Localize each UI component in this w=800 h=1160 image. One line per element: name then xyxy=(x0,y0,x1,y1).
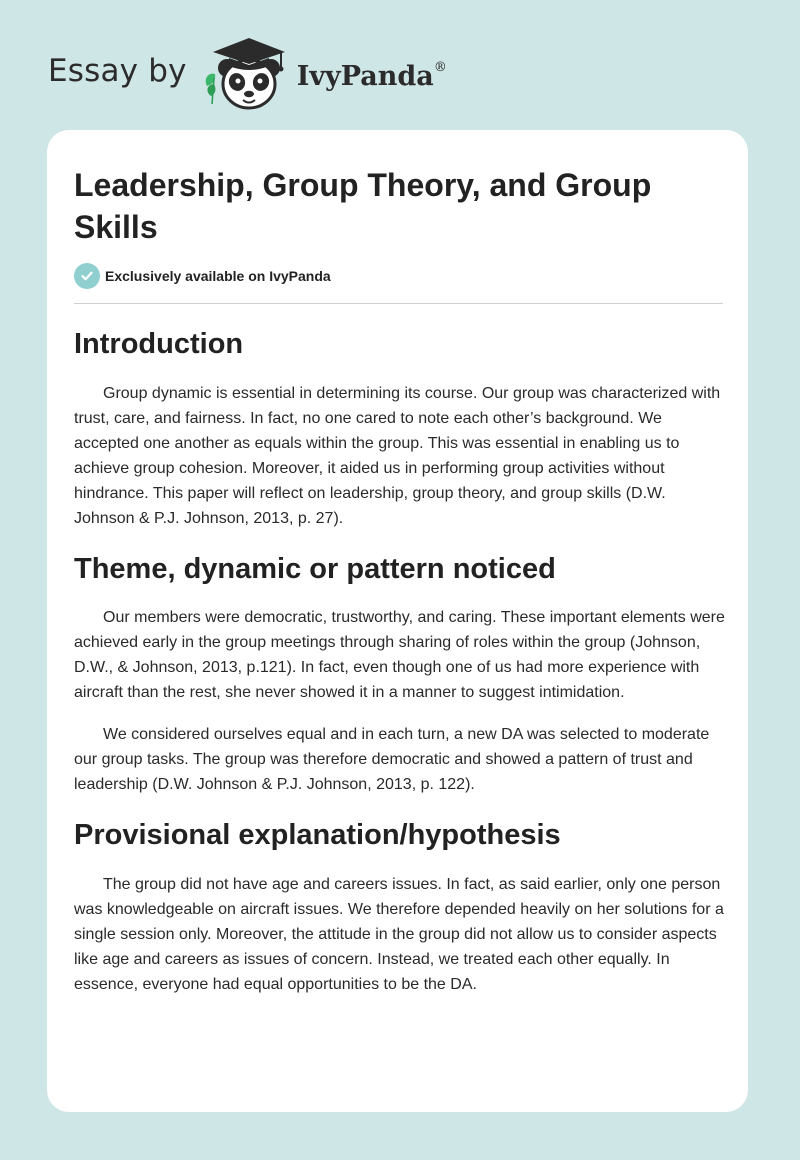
divider xyxy=(74,303,723,304)
section-theme xyxy=(74,549,726,797)
section-hypothesis xyxy=(74,815,726,997)
paragraph: We considered ourselves equal and in each turn, a new DA was selected to moderate our group tasks. The group was therefore democratic and showed a pattern of trust and leadership (D.W. Johnson & P.J. Johnson, 2013, p. 122). xyxy=(74,726,710,793)
essay-content xyxy=(74,324,726,997)
panda-logo-icon[interactable] xyxy=(201,34,293,114)
site-header xyxy=(48,34,447,114)
exclusive-badge-text: Exclusively available on IvyPanda xyxy=(105,268,331,284)
paragraph: Group dynamic is essential in determining its course. Our group was characterized with trust, care, and fairness. In fact, no one cared to note each other’s background. We accepted one another as equals within the group. This was essential in enabling us to achieve group cohesion. Moreover, it aided us in performing group activities without hindrance. This paper will reflect on leadership, group theory, and group skills (D.W. Johnson & P.J. Johnson, 2013, p. 27). xyxy=(74,385,721,527)
section-heading: Provisional explanation/hypothesis xyxy=(74,819,561,851)
paragraph: Our members were democratic, trustworthy, and caring. These important elements were achieved early in the group meetings through sharing of roles within the group (Johnson, D.W., & Johnson, 2013, p.121). In fact, even though one of us had more experience with aircraft than the rest, she never showed it in a manner to suggest intimidation. xyxy=(74,609,725,701)
section-heading: Introduction xyxy=(74,328,244,360)
page-title: Leadership, Group Theory, and Group Skills xyxy=(74,167,652,245)
check-circle-icon xyxy=(74,263,100,289)
brand-prefix: Essay by xyxy=(48,53,187,89)
section-heading: Theme, dynamic or pattern noticed xyxy=(74,553,556,585)
exclusive-badge xyxy=(74,263,331,289)
brand-name[interactable]: IvyPanda® xyxy=(296,60,447,92)
paragraph: The group did not have age and careers issues. In fact, as said earlier, only one person was knowledgeable on aircraft issues. We therefore depended heavily on her solutions for a single session only. Moreover, the attitude in the group did not allow us to consider aspects like age and careers as issues of concern. Instead, we treated each other equally. In essence, everyone had equal opportunities to be the DA. xyxy=(74,876,724,993)
section-introduction xyxy=(74,324,726,531)
essay-card xyxy=(47,130,748,1112)
